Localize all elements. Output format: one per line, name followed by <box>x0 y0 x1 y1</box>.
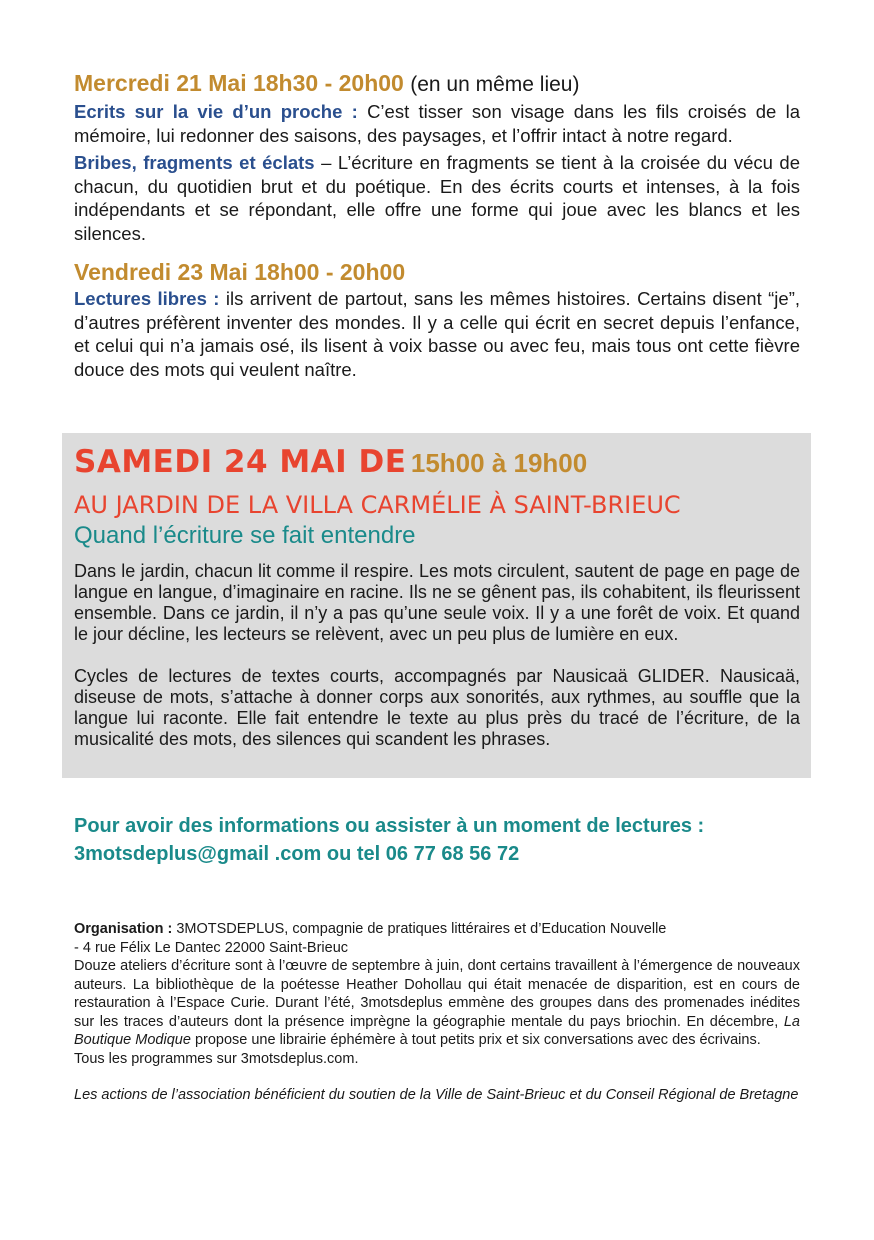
event-wednesday <box>74 68 800 245</box>
event-item <box>74 100 800 147</box>
event-item-title: Lectures libres : <box>74 288 220 309</box>
organisation-block <box>74 920 800 1105</box>
organisation-description <box>74 957 800 1050</box>
event-friday <box>74 257 800 381</box>
organisation-address: - 4 rue Félix Le Dantec 22000 Saint-Brieuc <box>74 939 349 956</box>
event-date-text: Vendredi 23 Mai 18h00 - 20h00 <box>74 259 406 285</box>
organisation-label: Organisation : <box>74 921 173 937</box>
organisation-body-after: propose une librairie éphémère à tout petits prix et six conversations avec des écrivains. <box>194 1032 761 1048</box>
saturday-box <box>62 433 811 778</box>
event-item-text: ils arrivent de partout, sans les mêmes histoires. Certains disent “je”, d’autres préfèrent inventer des mondes. Il y a celle qui écrit en secret depuis l’enfance, et celui qui n’a jamais osé, ils lisent à voix basse ou avec feu, mais tous ont cette fièvre douce des mots qui veulent naître. <box>74 288 801 380</box>
organisation-body-italic: La Boutique Modique <box>74 1013 800 1048</box>
event-item <box>74 151 800 245</box>
saturday-content <box>74 441 800 750</box>
event-item-text: – L’écriture en fragments se tient à la croisée du vécu de chacun, du quotidien brut et du poétique. En des écrits courts et intenses, à la fois indépendants et se répondant, elle offre une forme qui joue avec les blancs et les silences. <box>74 152 801 244</box>
contact-block <box>74 812 800 868</box>
organisation-body-before: Douze ateliers d’écriture sont à l’œuvre de septembre à juin, dont certains travaillent à l’émergence de nouveaux auteurs. La bibliothèque de la poétesse Heather Dohollau qui était menacée de disparition, est en cours de restauration à l’Espace Curie. Durant l’été, 3motsdeplus emmène des groupes dans des promenades inédites sur les traces d’auteurs dont la présence imprègne la géographie mentale du pays briochin. En décembre, <box>74 958 800 1030</box>
event-date-suffix: (en un même lieu) <box>410 73 580 96</box>
saturday-subtitle: Quand l’écriture se fait entendre <box>74 522 416 549</box>
event-item-title: Bribes, fragments et éclats <box>74 152 315 173</box>
event-date-text: Mercredi 21 Mai 18h30 - 20h00 <box>74 70 404 96</box>
contact-intro: Pour avoir des informations ou assister à un moment de lectures : <box>74 815 705 837</box>
organisation-soutien: Les actions de l’association bénéficient du soutien de la Ville de Saint-Brieuc et du Conseil Régional de Bretagne <box>74 1087 799 1103</box>
organisation-header <box>74 920 800 939</box>
contact-details: 3motsdeplus@gmail .com ou tel 06 77 68 56 72 <box>74 843 520 865</box>
event-item-text: C’est tisser son visage dans les fils croisés de la mémoire, lui redonner des saisons, des paysages, et l’offrir intact à notre regard. <box>74 101 800 146</box>
saturday-place: AU JARDIN DE LA VILLA CARMÉLIE À SAINT-BRIEUC <box>74 491 681 519</box>
saturday-paragraph: Cycles de lectures de textes courts, accompagnés par Nausicaä GLIDER. Nausicaä, diseuse de mots, s’attache à donner corps aux sonorités, aux rythmes, au souffle que la langue lui raconte. Elle fait entendre le texte au plus près du tracé de l’écriture, de la musicalité des mots, des silences qui scandent les phrases. <box>74 666 800 749</box>
event-item-title: Ecrits sur la vie d’un proche : <box>74 101 358 122</box>
event-date <box>74 257 800 287</box>
saturday-day: SAMEDI 24 MAI DE <box>74 444 407 480</box>
saturday-paragraph: Dans le jardin, chacun lit comme il respire. Les mots circulent, sautent de page en page de langue en langue, d’imaginaire en racine. Ils ne se gênent pas, ils cohabitent, ils fleurissent ensemble. Dans ce jardin, il n’y a pas qu’une seule voix. Il y a une forêt de voix. Et quand le jour décline, les lecteurs se relèvent, avec un peu plus de lumière en eux. <box>74 561 800 644</box>
event-date <box>74 68 800 100</box>
organisation-programmes: Tous les programmes sur 3motsdeplus.com. <box>74 1050 359 1067</box>
saturday-time: 15h00 à 19h00 <box>410 448 588 478</box>
organisation-name: 3MOTSDEPLUS, compagnie de pratiques littéraires et d’Education Nouvelle <box>176 921 667 937</box>
saturday-heading <box>74 441 800 489</box>
event-item <box>74 287 800 381</box>
